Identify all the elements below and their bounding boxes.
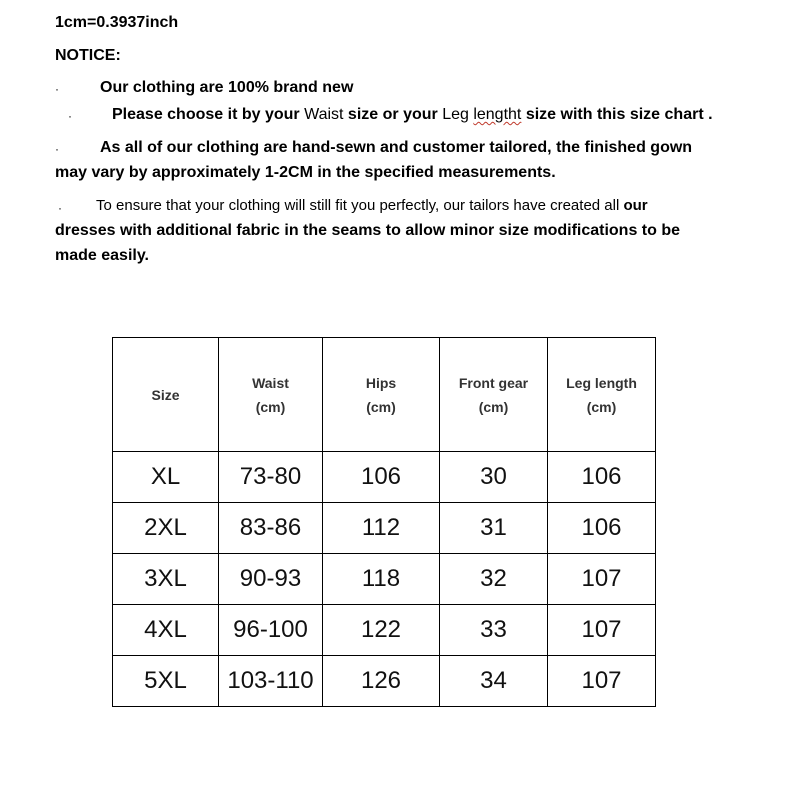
notice-2-part-c: size with this size chart . — [521, 106, 713, 123]
cell-size: 2XL — [113, 503, 219, 554]
notice-4-line-1-bold: our — [623, 197, 648, 214]
notice-4-line-1-light: To ensure that your clothing will still fit you perfectly, our tailors have created all — [96, 197, 624, 214]
cell-front-gear: 31 — [440, 503, 548, 554]
header-waist: Waist (cm) — [219, 338, 323, 452]
notice-1: Our clothing are 100% brand new — [100, 79, 354, 96]
table-row — [113, 503, 656, 554]
cell-leg-length: 106 — [548, 503, 656, 554]
cell-leg-length: 107 — [548, 656, 656, 707]
cell-leg-length: 107 — [548, 605, 656, 656]
bullet-2: · — [68, 109, 72, 123]
cell-leg-length: 107 — [548, 554, 656, 605]
cell-hips: 118 — [323, 554, 440, 605]
notice-3-line-2: may vary by approximately 1-2CM in the specified measurements. — [55, 164, 556, 181]
table-row — [113, 605, 656, 656]
cell-waist: 90-93 — [219, 554, 323, 605]
notice-2 — [112, 106, 713, 124]
cell-front-gear: 30 — [440, 452, 548, 503]
cell-waist: 73-80 — [219, 452, 323, 503]
cell-hips: 112 — [323, 503, 440, 554]
cell-front-gear: 34 — [440, 656, 548, 707]
bullet-4: · — [58, 201, 62, 215]
cell-front-gear: 33 — [440, 605, 548, 656]
header-hips: Hips (cm) — [323, 338, 440, 452]
table-row — [113, 656, 656, 707]
cell-leg-length: 106 — [548, 452, 656, 503]
notice-4-line-1 — [96, 197, 648, 214]
notice-title: NOTICE: — [55, 47, 121, 64]
header-front-gear: Front gear (cm) — [440, 338, 548, 452]
bullet-1: · — [55, 82, 59, 96]
conversion-note: 1cm=0.3937inch — [55, 14, 179, 31]
notice-2-leg: Leg — [442, 106, 474, 123]
cell-size: 3XL — [113, 554, 219, 605]
cell-waist: 83-86 — [219, 503, 323, 554]
notice-2-lengtht: lengtht — [473, 106, 522, 123]
cell-waist: 103-110 — [219, 656, 323, 707]
notice-4-line-3: made easily. — [55, 247, 149, 264]
header-leg-length: Leg length (cm) — [548, 338, 656, 452]
cell-size: 5XL — [113, 656, 219, 707]
header-size: Size — [113, 338, 219, 452]
notice-4-line-2: dresses with additional fabric in the seams to allow minor size modifications to be — [55, 222, 681, 239]
cell-hips: 122 — [323, 605, 440, 656]
table-row — [113, 554, 656, 605]
notice-2-part-b: size or your — [343, 106, 443, 123]
cell-size: 4XL — [113, 605, 219, 656]
notice-3-line-1: As all of our clothing are hand-sewn and customer tailored, the finished gown — [100, 139, 693, 156]
table-header-row — [113, 338, 656, 452]
notice-2-part-a: Please choose it by your — [112, 106, 305, 123]
notice-2-waist: Waist — [304, 106, 344, 123]
bullet-3: · — [55, 142, 59, 156]
cell-waist: 96-100 — [219, 605, 323, 656]
cell-front-gear: 32 — [440, 554, 548, 605]
table-row — [113, 452, 656, 503]
cell-size: XL — [113, 452, 219, 503]
cell-hips: 106 — [323, 452, 440, 503]
cell-hips: 126 — [323, 656, 440, 707]
size-chart-table — [112, 337, 656, 707]
